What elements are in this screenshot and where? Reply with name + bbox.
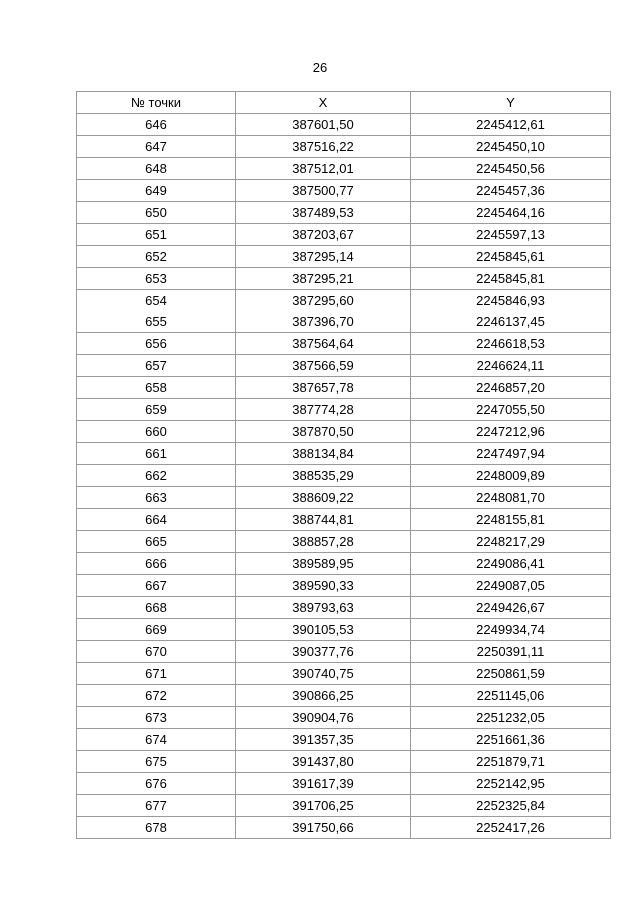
table-row [77, 817, 611, 839]
x-coordinate-cell: 388134,84 [236, 443, 411, 465]
page-number: 26 [312, 60, 328, 75]
point-number-cell: 649 [77, 180, 236, 202]
table-header-row [77, 92, 611, 114]
table-row [77, 487, 611, 509]
y-coordinate-cell: 2248009,89 [411, 465, 611, 487]
y-coordinate-cell: 2245597,13 [411, 224, 611, 246]
x-coordinate-cell: 387489,53 [236, 202, 411, 224]
table-row [77, 619, 611, 641]
column-header-x: X [236, 92, 411, 114]
y-coordinate-cell: 2252142,95 [411, 773, 611, 795]
table-row [77, 224, 611, 246]
table-row [77, 136, 611, 158]
x-coordinate-cell: 387500,77 [236, 180, 411, 202]
x-coordinate-cell: 387516,22 [236, 136, 411, 158]
y-coordinate-cell: 2246137,45 [411, 311, 611, 333]
point-number-cell: 667 [77, 575, 236, 597]
y-coordinate-cell: 2245457,36 [411, 180, 611, 202]
table-row [77, 575, 611, 597]
point-number-cell: 676 [77, 773, 236, 795]
table-row [77, 685, 611, 707]
x-coordinate-cell: 388535,29 [236, 465, 411, 487]
x-coordinate-cell: 388857,28 [236, 531, 411, 553]
table-row [77, 509, 611, 531]
point-number-cell: 656 [77, 333, 236, 355]
y-coordinate-cell: 2252417,26 [411, 817, 611, 839]
point-number-cell: 648 [77, 158, 236, 180]
point-number-cell: 654 [77, 290, 236, 312]
x-coordinate-cell: 391750,66 [236, 817, 411, 839]
y-coordinate-cell: 2250861,59 [411, 663, 611, 685]
y-coordinate-cell: 2251879,71 [411, 751, 611, 773]
x-coordinate-cell: 391617,39 [236, 773, 411, 795]
x-coordinate-cell: 391706,25 [236, 795, 411, 817]
x-coordinate-cell: 390866,25 [236, 685, 411, 707]
y-coordinate-cell: 2245450,10 [411, 136, 611, 158]
point-number-cell: 657 [77, 355, 236, 377]
x-coordinate-cell: 391357,35 [236, 729, 411, 751]
x-coordinate-cell: 387295,14 [236, 246, 411, 268]
x-coordinate-cell: 387396,70 [236, 311, 411, 333]
point-number-cell: 678 [77, 817, 236, 839]
point-number-cell: 677 [77, 795, 236, 817]
y-coordinate-cell: 2249934,74 [411, 619, 611, 641]
point-number-cell: 650 [77, 202, 236, 224]
table-row [77, 597, 611, 619]
y-coordinate-cell: 2251661,36 [411, 729, 611, 751]
x-coordinate-cell: 387203,67 [236, 224, 411, 246]
x-coordinate-cell: 387870,50 [236, 421, 411, 443]
x-coordinate-cell: 387566,59 [236, 355, 411, 377]
point-number-cell: 669 [77, 619, 236, 641]
x-coordinate-cell: 387295,21 [236, 268, 411, 290]
table-row [77, 311, 611, 333]
table-row [77, 158, 611, 180]
table-row [77, 114, 611, 136]
x-coordinate-cell: 391437,80 [236, 751, 411, 773]
point-number-cell: 661 [77, 443, 236, 465]
point-number-cell: 670 [77, 641, 236, 663]
y-coordinate-cell: 2251145,06 [411, 685, 611, 707]
coordinates-table [76, 91, 611, 839]
point-number-cell: 666 [77, 553, 236, 575]
point-number-cell: 658 [77, 377, 236, 399]
table-row [77, 421, 611, 443]
x-coordinate-cell: 387295,60 [236, 290, 411, 312]
y-coordinate-cell: 2248217,29 [411, 531, 611, 553]
point-number-cell: 675 [77, 751, 236, 773]
point-number-cell: 665 [77, 531, 236, 553]
table-row [77, 333, 611, 355]
y-coordinate-cell: 2246624,11 [411, 355, 611, 377]
table-row [77, 553, 611, 575]
point-number-cell: 660 [77, 421, 236, 443]
point-number-cell: 671 [77, 663, 236, 685]
y-coordinate-cell: 2245450,56 [411, 158, 611, 180]
table-row [77, 795, 611, 817]
table-row [77, 531, 611, 553]
table-row [77, 465, 611, 487]
y-coordinate-cell: 2248081,70 [411, 487, 611, 509]
y-coordinate-cell: 2250391,11 [411, 641, 611, 663]
y-coordinate-cell: 2246618,53 [411, 333, 611, 355]
table-row [77, 399, 611, 421]
table-row [77, 663, 611, 685]
y-coordinate-cell: 2245464,16 [411, 202, 611, 224]
table-row [77, 377, 611, 399]
table-row [77, 180, 611, 202]
table-row [77, 202, 611, 224]
x-coordinate-cell: 387657,78 [236, 377, 411, 399]
table-row [77, 729, 611, 751]
point-number-cell: 647 [77, 136, 236, 158]
x-coordinate-cell: 390105,53 [236, 619, 411, 641]
x-coordinate-cell: 388744,81 [236, 509, 411, 531]
y-coordinate-cell: 2245845,61 [411, 246, 611, 268]
x-coordinate-cell: 390740,75 [236, 663, 411, 685]
point-number-cell: 673 [77, 707, 236, 729]
y-coordinate-cell: 2249086,41 [411, 553, 611, 575]
x-coordinate-cell: 387564,64 [236, 333, 411, 355]
x-coordinate-cell: 389590,33 [236, 575, 411, 597]
y-coordinate-cell: 2249087,05 [411, 575, 611, 597]
x-coordinate-cell: 388609,22 [236, 487, 411, 509]
y-coordinate-cell: 2247055,50 [411, 399, 611, 421]
table-body [77, 114, 611, 839]
point-number-cell: 659 [77, 399, 236, 421]
table-row [77, 443, 611, 465]
y-coordinate-cell: 2247497,94 [411, 443, 611, 465]
x-coordinate-cell: 389793,63 [236, 597, 411, 619]
x-coordinate-cell: 387512,01 [236, 158, 411, 180]
y-coordinate-cell: 2247212,96 [411, 421, 611, 443]
table-row [77, 751, 611, 773]
x-coordinate-cell: 387601,50 [236, 114, 411, 136]
x-coordinate-cell: 389589,95 [236, 553, 411, 575]
point-number-cell: 652 [77, 246, 236, 268]
x-coordinate-cell: 390904,76 [236, 707, 411, 729]
point-number-cell: 655 [77, 311, 236, 333]
point-number-cell: 651 [77, 224, 236, 246]
table-row [77, 268, 611, 290]
y-coordinate-cell: 2252325,84 [411, 795, 611, 817]
point-number-cell: 674 [77, 729, 236, 751]
column-header-point-number: № точки [77, 92, 236, 114]
point-number-cell: 664 [77, 509, 236, 531]
point-number-cell: 662 [77, 465, 236, 487]
point-number-cell: 653 [77, 268, 236, 290]
y-coordinate-cell: 2249426,67 [411, 597, 611, 619]
point-number-cell: 672 [77, 685, 236, 707]
table-row [77, 355, 611, 377]
point-number-cell: 646 [77, 114, 236, 136]
table-row [77, 773, 611, 795]
y-coordinate-cell: 2246857,20 [411, 377, 611, 399]
point-number-cell: 663 [77, 487, 236, 509]
x-coordinate-cell: 390377,76 [236, 641, 411, 663]
y-coordinate-cell: 2245412,61 [411, 114, 611, 136]
table-row [77, 290, 611, 312]
y-coordinate-cell: 2251232,05 [411, 707, 611, 729]
table-row [77, 707, 611, 729]
point-number-cell: 668 [77, 597, 236, 619]
x-coordinate-cell: 387774,28 [236, 399, 411, 421]
column-header-y: Y [411, 92, 611, 114]
y-coordinate-cell: 2248155,81 [411, 509, 611, 531]
table-row [77, 641, 611, 663]
y-coordinate-cell: 2245845,81 [411, 268, 611, 290]
y-coordinate-cell: 2245846,93 [411, 290, 611, 312]
table-row [77, 246, 611, 268]
